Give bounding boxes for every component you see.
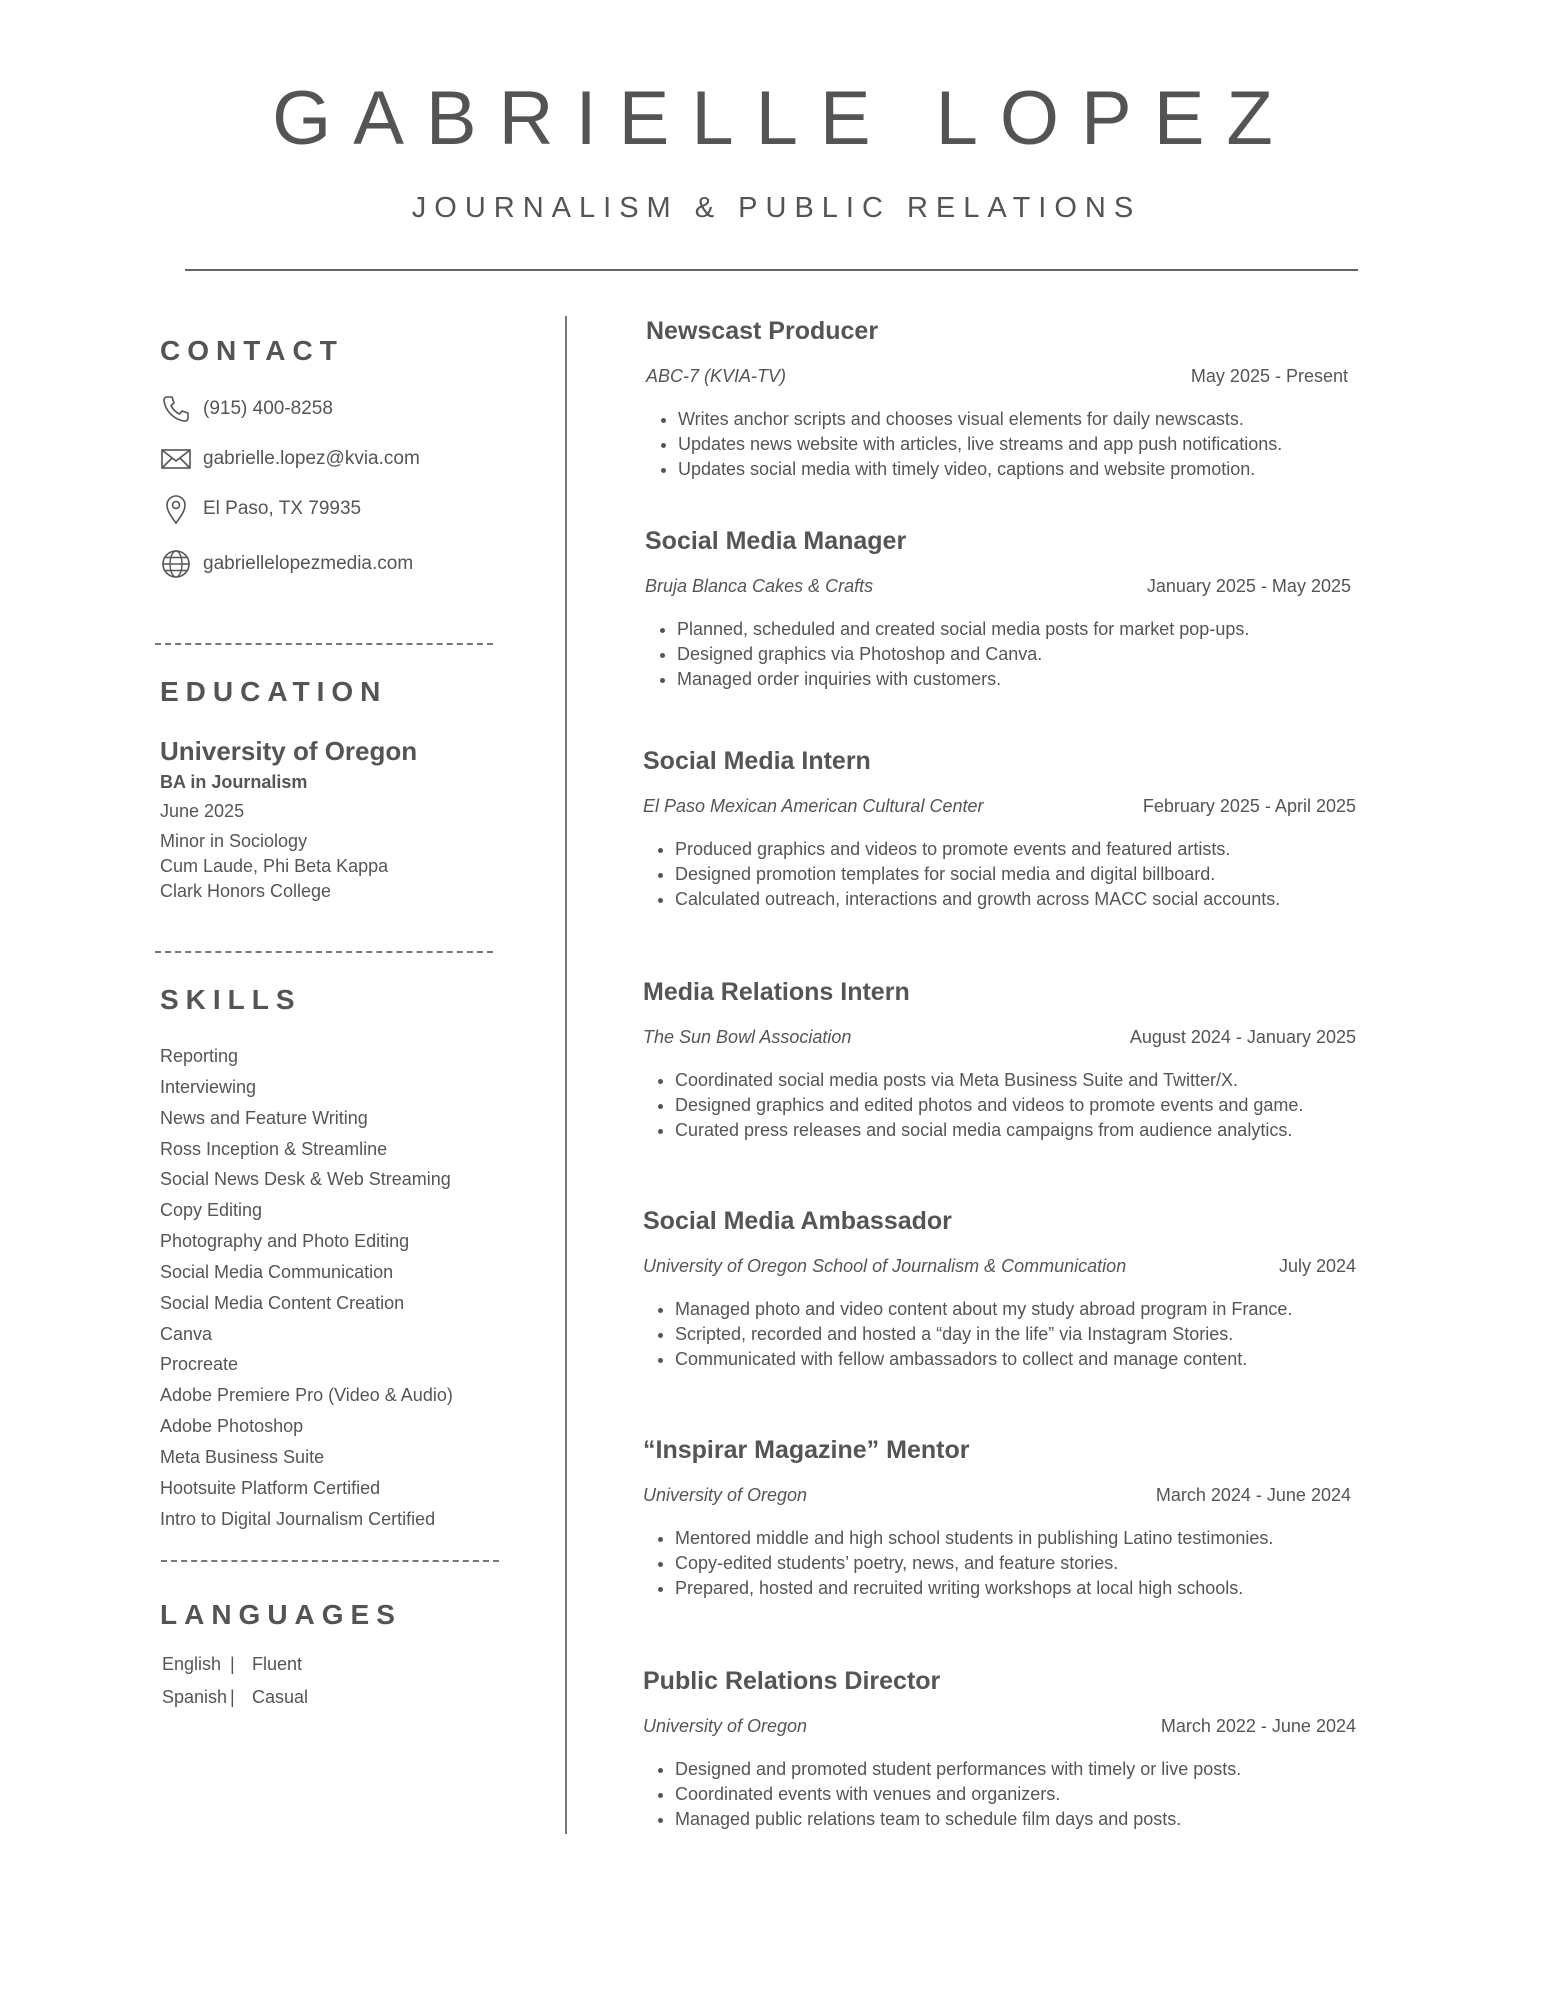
languages-heading: LANGUAGES [160, 1599, 402, 1630]
skill-item: News and Feature Writing [160, 1107, 368, 1128]
section-divider [161, 1560, 499, 1562]
location-text: El Paso, TX 79935 [203, 498, 362, 519]
job-bullet: • Designed graphics via Photoshop and Canva. [677, 642, 1351, 667]
language-level: Casual [252, 1687, 309, 1707]
language-separator: | [230, 1687, 235, 1707]
job-meta [646, 364, 1348, 388]
job-title: Media Relations Intern [643, 978, 910, 1006]
language-name: English [162, 1654, 222, 1674]
job-title: Social Media Ambassador [643, 1207, 952, 1235]
job-entry [643, 977, 1356, 1143]
job-organization: University of Oregon [643, 1485, 808, 1505]
skill-item: Interviewing [160, 1076, 257, 1097]
education-minor: Minor in Sociology [160, 831, 308, 851]
language-row [162, 1654, 302, 1675]
job-bullet: • Copy-edited students’ poetry, news, and feature stories. [675, 1551, 1351, 1576]
language-name: Spanish [162, 1687, 228, 1707]
job-entry [643, 746, 1356, 912]
job-title: Social Media Manager [645, 527, 907, 555]
phone-text: (915) 400-8258 [203, 398, 333, 419]
skills-list [160, 1044, 453, 1538]
education-date: June 2025 [160, 801, 245, 821]
column-divider [565, 316, 567, 1834]
job-bullet: • Mentored middle and high school students in publishing Latino testimonies. [675, 1526, 1351, 1551]
education-school: University of Oregon [160, 736, 418, 766]
job-meta [643, 1714, 1356, 1738]
job-bullet: • Designed and promoted student performances with timely or live posts. [675, 1757, 1356, 1782]
job-bullet: • Coordinated social media posts via Meta Business Suite and Twitter/X. [675, 1068, 1356, 1093]
job-bullet: • Designed promotion templates for social media and digital billboard. [675, 862, 1356, 887]
website-text: gabriellelopezmedia.com [203, 553, 414, 574]
job-entry [645, 526, 1351, 692]
job-bullet: • Calculated outreach, interactions and growth across MACC social accounts. [675, 887, 1356, 912]
job-title: Newscast Producer [646, 317, 879, 345]
language-level: Fluent [252, 1654, 303, 1674]
header-divider [185, 269, 1358, 271]
job-bullet: • Scripted, recorded and hosted a “day in the life” via Instagram Stories. [675, 1322, 1356, 1347]
skill-item: Adobe Photoshop [160, 1416, 304, 1437]
job-bullet: • Updates social media with timely video, captions and website promotion. [678, 457, 1348, 482]
job-bullets [643, 1068, 1356, 1143]
job-organization: University of Oregon School of Journalism & Communication [643, 1256, 1127, 1276]
job-bullet: • Managed photo and video content about my study abroad program in France. [675, 1297, 1356, 1322]
education-degree: BA in Journalism [160, 772, 308, 792]
job-organization: The Sun Bowl Association [643, 1027, 852, 1047]
job-date: March 2024 - June 2024 [1155, 1485, 1351, 1505]
skill-item: Social Media Content Creation [160, 1292, 405, 1313]
contact-location [160, 493, 361, 525]
job-entry [646, 316, 1348, 482]
job-bullets [646, 407, 1348, 482]
job-entry [643, 1206, 1356, 1372]
job-date: March 2022 - June 2024 [1160, 1716, 1356, 1736]
section-divider [155, 643, 493, 645]
contact-website [160, 548, 413, 580]
education-college: Clark Honors College [160, 881, 332, 901]
location-pin-icon [160, 493, 192, 525]
job-bullet: • Curated press releases and social media campaigns from audience analytics. [675, 1118, 1356, 1143]
job-title: Public Relations Director [643, 1667, 941, 1695]
skill-item: Adobe Premiere Pro (Video & Audio) [160, 1385, 453, 1406]
job-bullet: • Designed graphics and edited photos and videos to promote events and game. [675, 1093, 1356, 1118]
job-meta [643, 1483, 1351, 1507]
job-title: “Inspirar Magazine” Mentor [643, 1436, 970, 1464]
job-meta [643, 1025, 1356, 1049]
job-bullet: • Communicated with fellow ambassadors to collect and manage content. [675, 1347, 1356, 1372]
job-date: January 2025 - May 2025 [1146, 576, 1351, 596]
contact-email [160, 443, 420, 475]
job-organization: ABC-7 (KVIA-TV) [646, 366, 787, 386]
skill-item: Photography and Photo Editing [160, 1231, 410, 1252]
job-bullets [643, 1297, 1356, 1372]
section-divider [155, 951, 493, 953]
education-honors: Cum Laude, Phi Beta Kappa [160, 856, 389, 876]
job-bullet: • Produced graphics and videos to promote events and featured artists. [675, 837, 1356, 862]
job-bullets [643, 1526, 1351, 1601]
job-date: July 2024 [1278, 1256, 1356, 1276]
skill-item: Reporting [160, 1046, 239, 1066]
job-organization: University of Oregon [643, 1716, 808, 1736]
phone-icon [160, 393, 192, 425]
job-bullet: • Prepared, hosted and recruited writing workshops at local high schools. [675, 1576, 1351, 1601]
job-meta [643, 794, 1356, 818]
skill-item: Ross Inception & Streamline [160, 1138, 388, 1159]
job-meta [643, 1254, 1356, 1278]
skill-item: Intro to Digital Journalism Certified [160, 1508, 436, 1529]
job-bullets [643, 1757, 1356, 1832]
job-bullet: • Managed order inquiries with customers. [677, 667, 1351, 692]
job-date: May 2025 - Present [1190, 366, 1348, 386]
skill-item: Social Media Communication [160, 1261, 394, 1282]
job-bullet: • Managed public relations team to schedule film days and posts. [675, 1807, 1356, 1832]
job-organization: El Paso Mexican American Cultural Center [643, 796, 984, 816]
job-date: August 2024 - January 2025 [1129, 1027, 1356, 1047]
skill-item: Meta Business Suite [160, 1446, 325, 1467]
globe-icon [160, 548, 192, 580]
education-heading: EDUCATION [160, 676, 388, 707]
job-bullet: • Writes anchor scripts and chooses visual elements for daily newscasts. [678, 407, 1348, 432]
job-bullet: • Planned, scheduled and created social media posts for market pop-ups. [677, 617, 1351, 642]
job-organization: Bruja Blanca Cakes & Crafts [645, 576, 874, 596]
skill-item: Social News Desk & Web Streaming [160, 1169, 451, 1190]
job-entry [643, 1666, 1356, 1832]
skill-item: Copy Editing [160, 1200, 263, 1221]
applicant-subtitle: JOURNALISM & PUBLIC RELATIONS [411, 192, 1142, 224]
job-meta [645, 574, 1351, 598]
skill-item: Canva [160, 1323, 213, 1344]
envelope-icon [160, 443, 192, 475]
job-title: Social Media Intern [643, 747, 871, 775]
skills-heading: SKILLS [160, 984, 302, 1015]
email-text: gabrielle.lopez@kvia.com [203, 448, 420, 469]
job-bullet: • Updates news website with articles, live streams and app push notifications. [678, 432, 1348, 457]
job-bullets [645, 617, 1351, 692]
contact-phone [160, 393, 333, 425]
language-separator: | [230, 1654, 235, 1674]
job-bullet: • Coordinated events with venues and organizers. [675, 1782, 1356, 1807]
job-bullets [643, 837, 1356, 912]
applicant-name: GABRIELLE LOPEZ [272, 76, 1295, 161]
job-entry [643, 1435, 1351, 1601]
job-date: February 2025 - April 2025 [1142, 796, 1356, 816]
contact-heading: CONTACT [160, 335, 344, 366]
skill-item: Hootsuite Platform Certified [160, 1477, 381, 1498]
language-row [162, 1687, 308, 1708]
skill-item: Procreate [160, 1354, 239, 1375]
